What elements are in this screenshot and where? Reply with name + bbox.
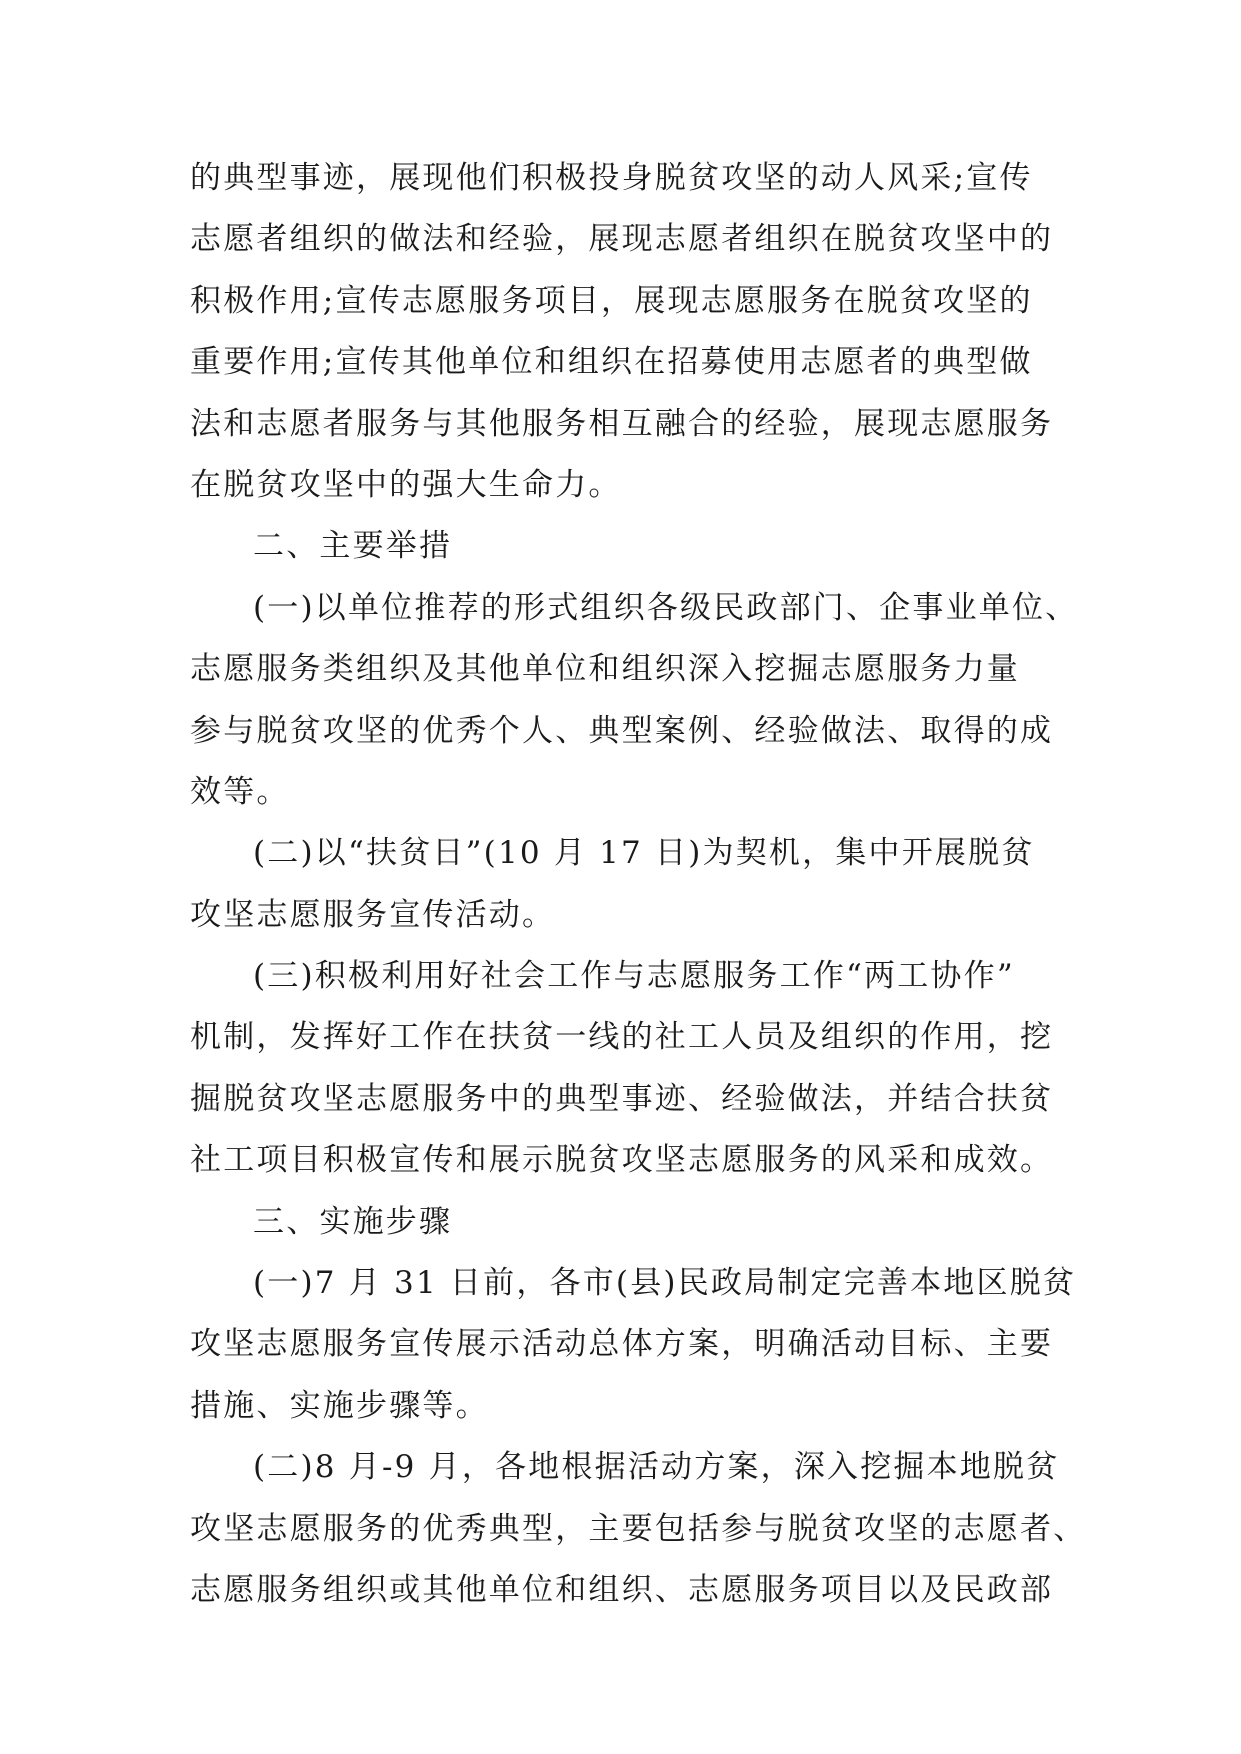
text-line: (一)以单位推荐的形式组织各级民政部门、企事业单位、 xyxy=(253,589,1079,626)
text-line: (二)8 月-9 月，各地根据活动方案，深入挖掘本地脱贫 xyxy=(253,1449,1060,1486)
text-line: 效等。 xyxy=(190,773,290,810)
paragraph-measure-3 xyxy=(190,946,1070,1192)
section-heading-implementation-steps xyxy=(190,1192,1070,1253)
text-line: 志愿服务类组织及其他单位和组织深入挖掘志愿服务力量 xyxy=(190,651,1020,688)
text-line: (二)以“扶贫日”(10 月 17 日)为契机，集中开展脱贫 xyxy=(253,835,1035,872)
text-line: 志愿者组织的做法和经验，展现志愿者组织在脱贫攻坚中的 xyxy=(190,221,1054,258)
text-line: 的典型事迹，展现他们积极投身脱贫攻坚的动人风采;宣传 xyxy=(190,160,1033,196)
section-heading: 三、实施步骤 xyxy=(253,1203,453,1240)
text-line: (三)积极利用好社会工作与志愿服务工作“两工协作” xyxy=(253,958,1015,995)
section-heading: 二、主要举措 xyxy=(253,528,453,565)
text-line: 参与脱贫攻坚的优秀个人、典型案例、经验做法、取得的成 xyxy=(190,712,1054,749)
text-line: 法和志愿者服务与其他服务相互融合的经验，展现志愿服务 xyxy=(190,405,1054,442)
text-line: 机制，发挥好工作在扶贫一线的社工人员及组织的作用，挖 xyxy=(190,1019,1054,1056)
text-line: 掘脱贫攻坚志愿服务中的典型事迹、经验做法，并结合扶贫 xyxy=(190,1080,1054,1117)
text-line: 志愿服务组织或其他单位和组织、志愿服务项目以及民政部 xyxy=(190,1571,1054,1608)
paragraph-measure-1 xyxy=(190,578,1079,824)
paragraph-measure-2 xyxy=(190,823,1070,946)
text-line: 攻坚志愿服务的优秀典型，主要包括参与脱贫攻坚的志愿者、 xyxy=(190,1510,1087,1547)
paragraph-step-1 xyxy=(190,1253,1077,1437)
text-line: 重要作用;宣传其他单位和组织在招募使用志愿者的典型做 xyxy=(190,344,1033,381)
text-line: 在脱贫攻坚中的强大生命力。 xyxy=(190,466,622,503)
text-line: 攻坚志愿服务宣传展示活动总体方案，明确活动目标、主要 xyxy=(190,1326,1054,1363)
text-line: (一)7 月 31 日前，各市(县)民政局制定完善本地区脱贫 xyxy=(253,1265,1077,1302)
section-heading-main-measures xyxy=(190,516,1070,577)
text-line: 积极作用;宣传志愿服务项目，展现志愿服务在脱贫攻坚的 xyxy=(190,282,1033,319)
text-line: 攻坚志愿服务宣传活动。 xyxy=(190,896,556,933)
paragraph-publicity-content xyxy=(190,148,1070,516)
paragraph-step-2 xyxy=(190,1437,1087,1621)
text-line: 社工项目积极宣传和展示脱贫攻坚志愿服务的风采和成效。 xyxy=(190,1142,1054,1179)
document-page xyxy=(190,148,1087,1621)
text-line: 措施、实施步骤等。 xyxy=(190,1387,489,1424)
